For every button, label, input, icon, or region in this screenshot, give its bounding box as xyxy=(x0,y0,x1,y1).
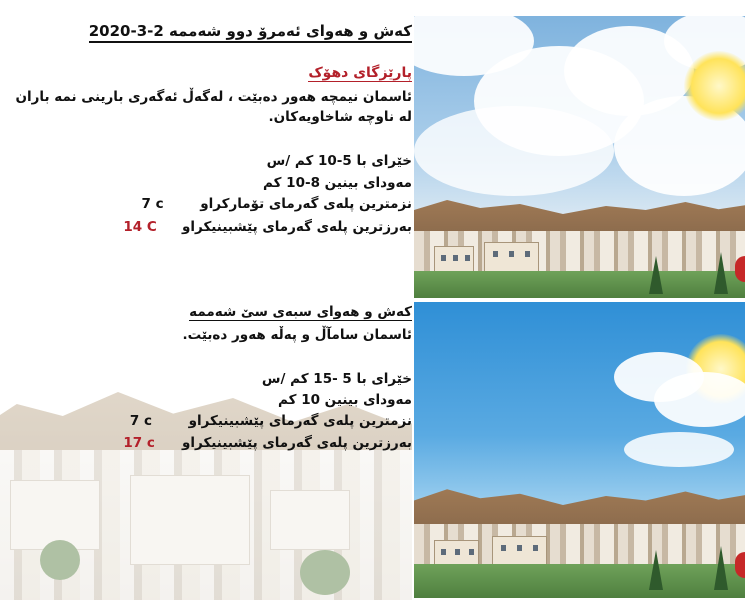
tomorrow-max-temp-row xyxy=(123,434,412,453)
tomorrow-min-temp-value: 7 c xyxy=(129,413,152,429)
cloud xyxy=(414,106,614,196)
weather-photo-tomorrow xyxy=(414,302,745,598)
tomorrow-wind: خێرای با 5 -15 کم /س xyxy=(261,371,412,387)
tomorrow-description: ئاسمان سامآڵ و پەڵە هەور دەبێت. xyxy=(182,327,412,343)
background-building xyxy=(130,475,250,565)
tomorrow-max-temp-value: 17 c xyxy=(123,435,155,451)
sun-icon xyxy=(684,51,745,121)
region-name: پارێزگای دهۆک xyxy=(308,65,412,81)
cloud xyxy=(654,372,745,427)
today-min-temp-label: نزمترین پلەی گەرمای تۆمارکراو xyxy=(200,196,412,212)
weather-photo-today xyxy=(414,16,745,298)
today-min-temp-row xyxy=(141,195,412,214)
park xyxy=(414,564,745,598)
house xyxy=(434,246,474,272)
today-max-temp-row xyxy=(123,218,412,237)
today-min-temp-value: 7 c xyxy=(141,196,164,212)
red-mark xyxy=(735,552,745,578)
background-tree xyxy=(40,540,80,580)
today-description-line1: ئاسمان نیمچە هەور دەبێت ، لەگەڵ ئەگەری بارینی نمە باران xyxy=(15,89,412,105)
background-tree xyxy=(300,550,350,595)
tomorrow-title: کەش و هەوای سبەی سێ شەممە xyxy=(189,304,412,320)
park xyxy=(414,271,745,298)
house xyxy=(492,536,547,566)
house xyxy=(484,242,539,272)
page-title: کەش و هەوای ئەمرۆ دوو شەممە 2-3-2020 xyxy=(89,22,412,43)
tomorrow-min-temp-row xyxy=(130,412,412,431)
today-wind: خێرای با 5-10 کم /س xyxy=(266,153,412,169)
background-building xyxy=(270,490,350,550)
today-description-line2: لە ناوچە شاخاویەکان. xyxy=(268,109,412,125)
house xyxy=(434,540,479,566)
tomorrow-max-temp-label: بەرزترین پلەی گەرمای پێشبینیکراو xyxy=(182,435,412,451)
tomorrow-visibility: مەودای بینین 10 کم xyxy=(278,392,412,408)
today-max-temp-value: 14 C xyxy=(123,219,157,235)
tomorrow-min-temp-label: نزمترین پلەی گەرمای پێشبینیکراو xyxy=(188,413,412,429)
today-visibility: مەودای بینین 8-10 کم xyxy=(263,175,412,191)
today-max-temp-label: بەرزترین پلەی گەرمای پێشبینیکراو xyxy=(182,219,412,235)
red-mark xyxy=(735,256,745,282)
cloud xyxy=(624,432,734,467)
